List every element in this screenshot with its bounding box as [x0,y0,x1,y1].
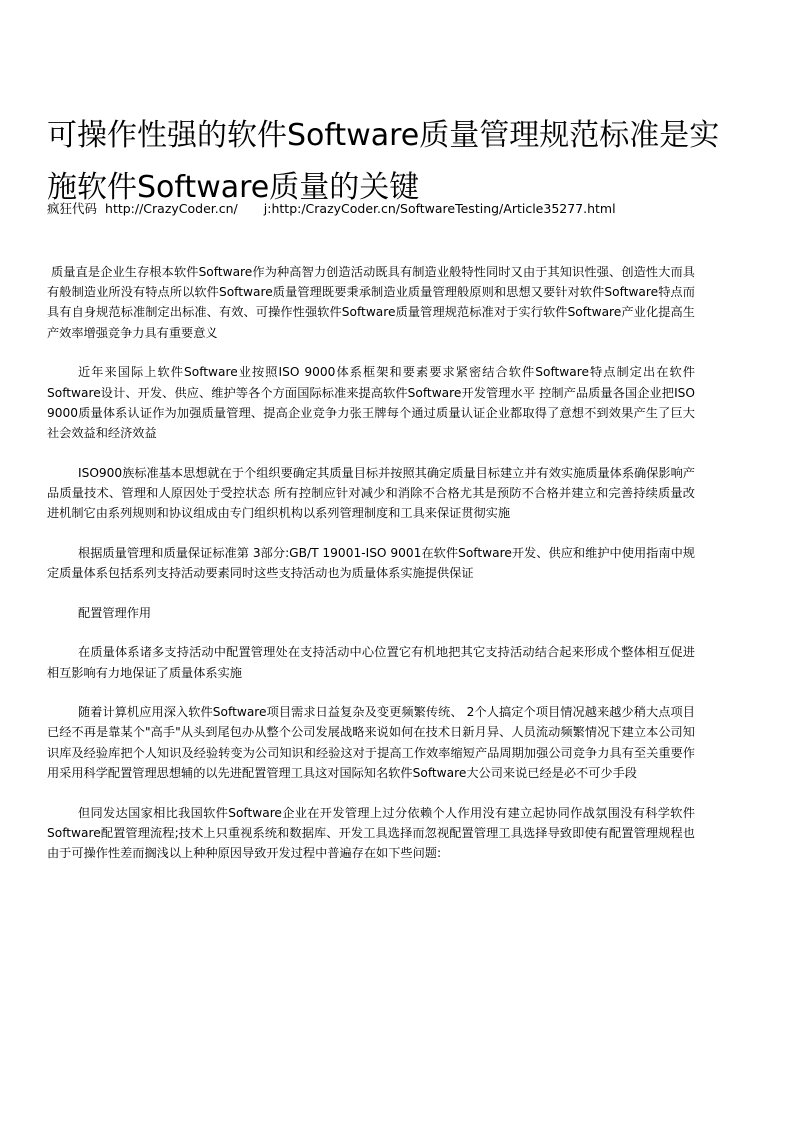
paragraph: 随着计算机应用深入软件Software项目需求日益复杂及变更频繁传统、 2个人搞定个项目情况越来越少稍大点项目已经不再是靠某个"高手"从头到尾包办从整个公司发展战略来说如何在技术日新月异、人员流动频繁情况下建立本公司知识库及经验库把个人知识及经验转变为公司知识和经验这对于提高工作效率缩短产品周期加强公司竞争力具有至关重要作用采用科学配置管理思想辅的以先进配置管理工具这对国际知名软件Software大公司来说已经是必不可少手段 [47,705,695,780]
article-title: 可操作性强的软件Software质量管理规范标准是实施软件Software质量的关键 [47,118,720,205]
paragraph: ISO900族标准基本思想就在于个组织要确定其质量目标并按照其确定质量目标建立并有效实施质量体系确保影响产品质量技术、管理和人原因处于受控状态 所有控制应针对减少和消除不合格尤其是预防不合格并建立和完善持续质量改进机制它由系列规则和协议组成由专门组织机构以系列管理制度和工具来保证贯彻实施 [47,465,695,521]
site-name: 疯狂代码 [47,201,98,216]
source-line [47,201,767,217]
paragraph: 在质量体系诸多支持活动中配置管理处在支持活动中心位置它有机地把其它支持活动结合起来形成个整体相互促进相互影响有力地保证了质量体系实施 [47,645,695,680]
article-url-link[interactable]: j:http:/CrazyCoder.cn/SoftwareTesting/Article35277.html [263,201,616,216]
paragraph: 质量直是企业生存根本软件Software作为种高智力创造活动既具有制造业般特性同时又由于其知识性强、创造性大而具有般制造业所没有特点所以软件Software质量管理既要秉承制造业质量管理般原则和思想又要针对软件Software特点而具有自身规范标准制定出标准、有效、可操作性强软件Software质量管理规范标准对于实行软件Software产业化提高生产效率增强竞争力具有重要意义 [47,265,695,340]
paragraph: 根据质量管理和质量保证标准第 3部分:GB/T 19001-ISO 9001在软件Software开发、供应和维护中使用指南中规定质量体系包括系列支持活动要素同时这些支持活动也为质量体系实施提供保证 [47,545,695,580]
section-heading: 配置管理作用 [78,605,152,620]
site-url-link[interactable]: http://CrazyCoder.cn/ [105,201,238,216]
paragraph: 近年来国际上软件Software业按照ISO 9000体系框架和要素要求紧密结合软件Software特点制定出在软件Software设计、开发、供应、维护等各个方面国际标准来提高软件Software开发管理水平 控制产品质量各国企业把ISO 9000质量体系认证作为加强质量管理、提高企业竞争力张王牌每个通过质量认证企业都取得了意想不到效果产生了巨大社会效益和经济效益 [47,365,695,440]
paragraph: 但同发达国家相比我国软件Software企业在开发管理上过分依赖个人作用没有建立起协同作战氛围没有科学软件Software配置管理流程;技术上只重视系统和数据库、开发工具选择而忽视配置管理工具选择导致即使有配置管理规程也由于可操作性差而搁浅以上种种原因导致开发过程中普遍存在如下些问题: [47,805,695,860]
article-body [47,262,695,883]
